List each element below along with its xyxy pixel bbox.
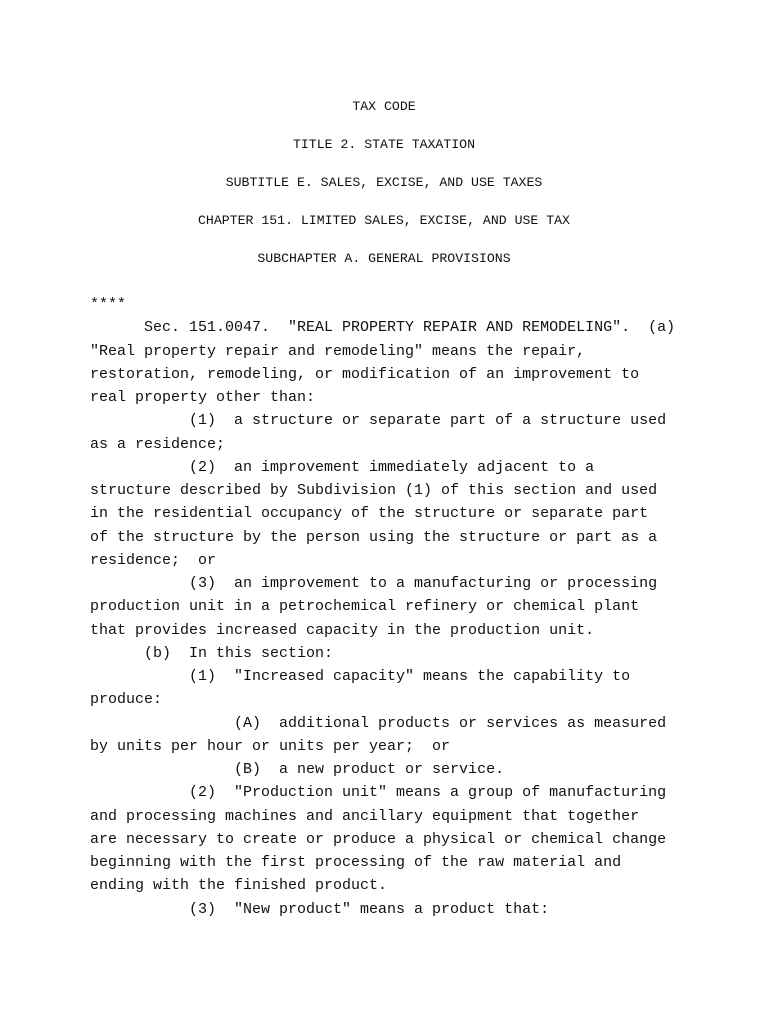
text-line: are necessary to create or produce a physical or chemical change <box>90 830 667 848</box>
text-line: (A) additional products or services as measured <box>90 714 667 732</box>
text-line: (2) "Production unit" means a group of manufacturing <box>90 784 667 802</box>
text-line: produce: <box>90 691 163 709</box>
subchapter-heading: SUBCHAPTER A. GENERAL PROVISIONS <box>257 251 511 266</box>
section-heading-line: Sec. 151.0047. "REAL PROPERTY REPAIR AND REMODELING". (a) <box>90 319 676 337</box>
text-line: (B) a new product or service. <box>90 761 505 778</box>
text-line: of the structure by the person using the structure or part as a <box>90 528 658 546</box>
subtitle-heading: SUBTITLE E. SALES, EXCISE, AND USE TAXES <box>225 175 543 190</box>
text-line: (1) a structure or separate part of a structure used <box>90 412 667 430</box>
text-line: (2) an improvement immediately adjacent to a <box>90 458 595 476</box>
text-line: (b) In this section: <box>90 644 334 662</box>
text-line: (1) "Increased capacity" means the capability to <box>90 668 631 685</box>
text-line: (3) an improvement to a manufacturing or processing <box>90 575 658 592</box>
text-line: production unit in a petrochemical refinery or chemical plant <box>90 598 640 616</box>
title-heading: TITLE 2. STATE TAXATION <box>292 137 476 152</box>
text-line: "Real property repair and remodeling" means the repair, <box>90 342 586 360</box>
code-title: TAX CODE <box>352 99 416 114</box>
text-line: restoration, remodeling, or modification of an improvement to <box>90 365 640 383</box>
text-line: that provides increased capacity in the production unit. <box>90 621 595 639</box>
text-line: by units per hour or units per year; or <box>90 737 451 755</box>
text-line: real property other than: <box>90 389 316 406</box>
text-line: ending with the finished product. <box>90 877 388 895</box>
text-line: structure described by Subdivision (1) of this section and used <box>90 482 658 499</box>
text-line: (3) "New product" means a product that: <box>90 900 550 918</box>
text-line: and processing machines and ancillary equipment that together <box>90 807 640 825</box>
heading-block <box>0 96 768 286</box>
text-line: as a residence; <box>90 435 226 453</box>
text-line: residence; or <box>90 551 217 569</box>
text-line: in the residential occupancy of the structure or separate part <box>90 505 649 523</box>
text-line: beginning with the first processing of the raw material and <box>90 854 622 871</box>
separator-line: **** <box>90 296 127 313</box>
statute-text <box>90 293 730 921</box>
chapter-heading: CHAPTER 151. LIMITED SALES, EXCISE, AND USE TAX <box>198 213 570 228</box>
